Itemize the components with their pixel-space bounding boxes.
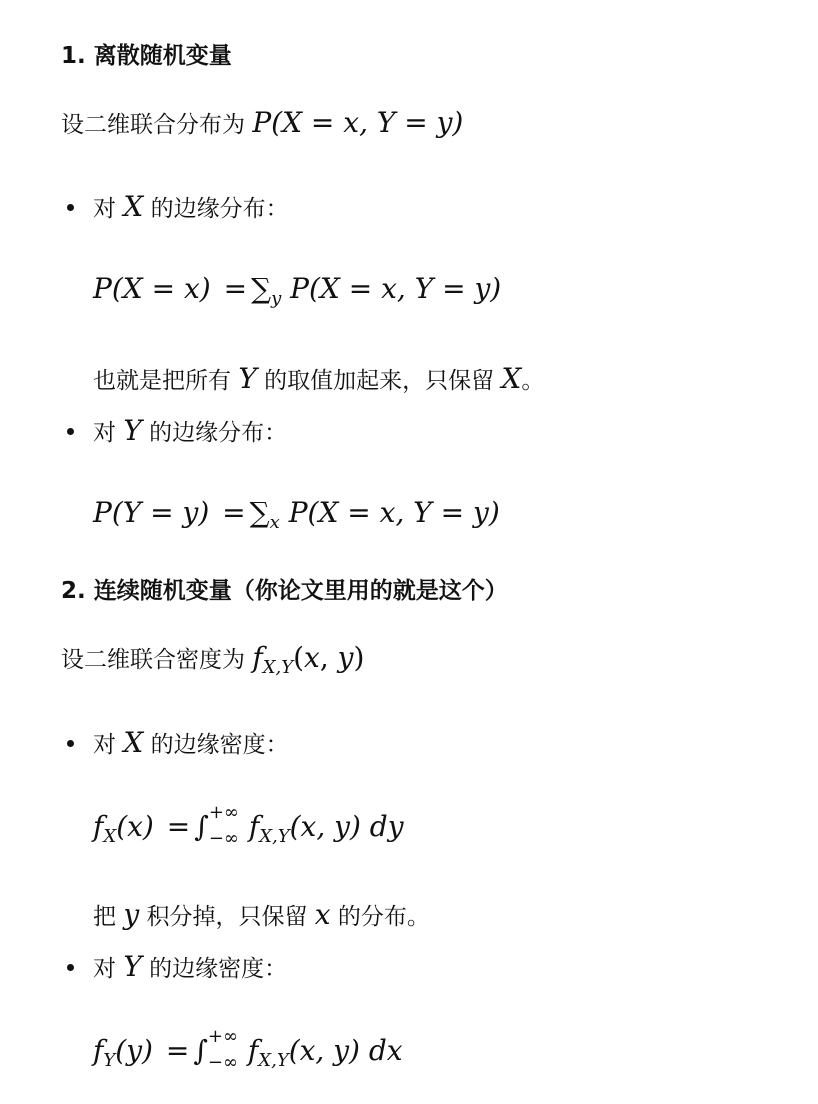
item-x-label — [93, 190, 289, 223]
sum-symbol: ∑ — [249, 496, 270, 529]
integrand-arg: (x, y) — [288, 1034, 360, 1067]
differential: dy — [369, 810, 404, 843]
bullet-dot — [67, 204, 74, 211]
label-var: Y — [123, 950, 142, 983]
integral-lower: −∞ — [208, 828, 239, 849]
formula-marginal-y-discrete — [93, 496, 500, 533]
section-1-title: 1. 离散随机变量 — [61, 43, 232, 69]
label-prefix: 对 — [93, 420, 116, 446]
label-suffix: 的边缘分布： — [150, 196, 289, 222]
formula-f-subscript: X — [103, 826, 117, 847]
note-text: 把 — [93, 904, 116, 930]
sum-subscript: y — [271, 288, 282, 309]
integral-symbol: ∫ — [194, 810, 209, 843]
label-prefix: 对 — [93, 196, 116, 222]
item-x-density-note — [93, 898, 430, 931]
label-var: X — [123, 190, 144, 223]
note-text: 也就是把所有 — [93, 368, 231, 394]
bullet-dot — [67, 428, 74, 435]
label-var: Y — [123, 414, 142, 447]
label-prefix: 对 — [93, 732, 116, 758]
integral-lower: −∞ — [207, 1052, 238, 1073]
note-text: 。 — [521, 368, 545, 394]
formula-rhs: P(X = x, Y = y) — [290, 272, 502, 305]
formula-marginal-x-density: $f_X(x)$ = ∫ +∞ −∞ $f_{X,Y}(x$, y) dy — [93, 802, 404, 849]
integrand-arg: (x, y) — [289, 810, 361, 843]
note-text: 的取值加起来，只保留 — [264, 368, 495, 394]
formula-f-subscript: Y — [103, 1050, 116, 1071]
formula-marginal-x-discrete — [93, 272, 501, 309]
bullet-dot — [67, 740, 74, 747]
intro-text: 设二维联合密度为 — [61, 647, 245, 673]
equals-sign: = — [223, 272, 248, 305]
formula-f-arg: (x) — [116, 810, 154, 843]
formula-lhs: P(Y = y) — [93, 496, 210, 529]
item-x-density-label — [93, 726, 289, 759]
label-suffix: 的边缘密度： — [149, 956, 288, 982]
label-suffix: 的边缘分布： — [149, 420, 288, 446]
sum-subscript: x — [269, 512, 280, 533]
section-2-title: 2. 连续随机变量（你论文里用的就是这个） — [61, 578, 508, 604]
intro-math: P(X = x, Y = y) — [252, 106, 464, 139]
item-x-note — [93, 362, 544, 395]
formula-f: f — [93, 1034, 104, 1067]
note-text: 的分布。 — [337, 904, 430, 930]
formula-rhs: P(X = x, Y = y) — [288, 496, 500, 529]
integral-limits — [208, 802, 249, 849]
formula-f-arg: (y) — [115, 1034, 153, 1067]
formula-lhs: P(X = x) — [93, 272, 211, 305]
label-suffix: 的边缘密度： — [150, 732, 289, 758]
section-2-intro — [61, 641, 364, 678]
formula-f: f — [93, 810, 104, 843]
note-var: x — [314, 898, 331, 931]
equals-sign: = — [222, 496, 246, 529]
integral-upper: +∞ — [208, 802, 239, 823]
note-var: X — [501, 362, 522, 395]
item-y-density-label — [93, 950, 287, 983]
integrand-subscript: X,Y — [258, 1050, 289, 1071]
label-var: X — [123, 726, 144, 759]
note-var: Y — [238, 362, 257, 395]
label-prefix: 对 — [93, 956, 116, 982]
integrand-subscript: X,Y — [259, 826, 290, 847]
integral-limits — [207, 1026, 248, 1073]
differential: dx — [368, 1034, 403, 1067]
sum-symbol: ∑ — [251, 272, 272, 305]
equals-sign: = — [166, 810, 191, 843]
equals-sign: = — [165, 1034, 190, 1067]
intro-math: $f_{X,Y}(x$, y) — [252, 641, 365, 678]
formula-marginal-y-density: $f_Y(y)$ = ∫ +∞ −∞ $f_{X,Y}(x$, y) dx — [93, 1026, 403, 1073]
integral-symbol: ∫ — [193, 1034, 208, 1067]
intro-text: 设二维联合分布为 — [61, 112, 245, 138]
note-var: y — [123, 898, 140, 931]
section-1-intro — [61, 106, 463, 139]
bullet-dot — [67, 964, 74, 971]
note-text: 积分掉，只保留 — [146, 904, 308, 930]
item-y-label — [93, 414, 287, 447]
integral-upper: +∞ — [207, 1026, 238, 1047]
